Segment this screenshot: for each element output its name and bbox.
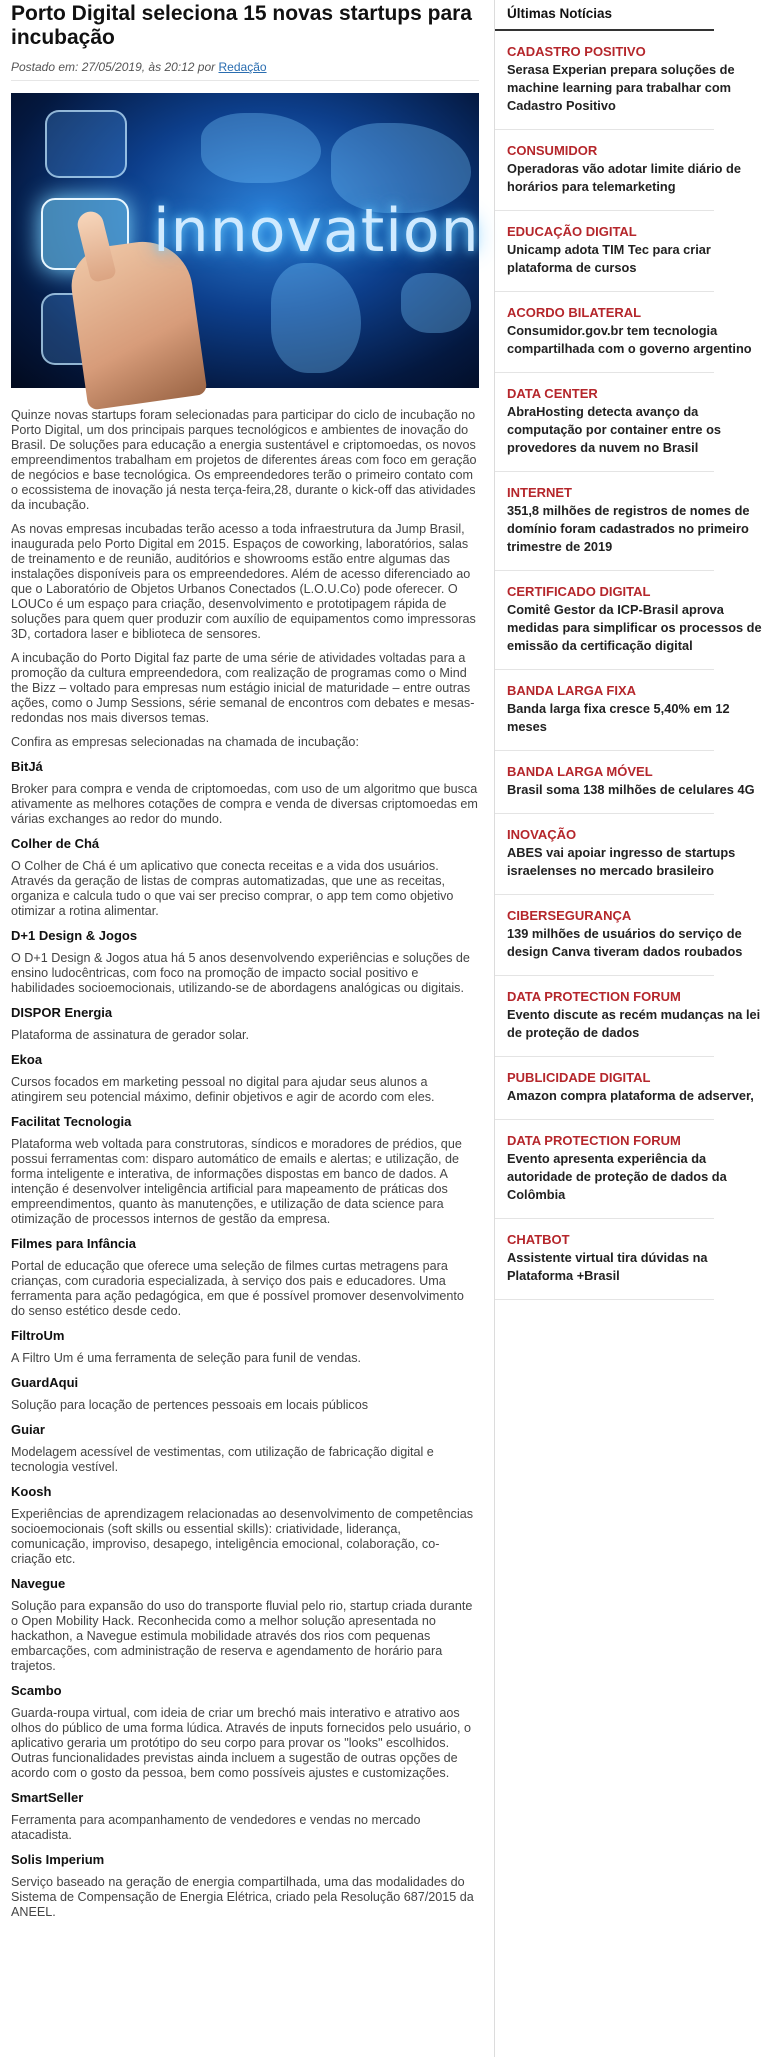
- sidebar-heading: Últimas Notícias: [495, 6, 714, 31]
- startup-name: Colher de Chá: [11, 836, 100, 851]
- news-item[interactable]: [495, 211, 714, 292]
- startup-name: BitJá: [11, 759, 43, 774]
- post-meta: [11, 60, 479, 81]
- startup-name: SmartSeller: [11, 1790, 84, 1805]
- startup-name: Scambo: [11, 1683, 62, 1698]
- news-category[interactable]: PUBLICIDADE DIGITAL: [507, 1070, 651, 1085]
- startup-name: Guiar: [11, 1422, 45, 1437]
- news-item[interactable]: [495, 976, 761, 1057]
- startup-description: Broker para compra e venda de criptomoedas, com uso de um algoritmo que busca ativamente as melhores cotações de compra e venda de diversas criptomoedas em várias exchanges ao redor do mundo.: [11, 782, 478, 826]
- news-item[interactable]: [495, 1219, 714, 1300]
- startup-description: Plataforma web voltada para construtoras, síndicos e moradores de prédios, que possui ferramentas com: disparo automático de emails e alertas; e utilização, de forma inteligente e interativa, de informações dispostas em banco de dados. A intenção é desenvolver inteligência artificial para mapeamento de práticas dos empreendimentos, quanto às manutenções, e utilização de data science para otimização de processos internos de gestão da empresa.: [11, 1137, 462, 1226]
- news-title-link[interactable]: Operadoras vão adotar limite diário de horários para telemarketing: [507, 161, 741, 194]
- article-title: Porto Digital seleciona 15 novas startups para incubação: [11, 2, 472, 49]
- news-item[interactable]: [495, 373, 722, 472]
- startup-name: GuardAqui: [11, 1375, 79, 1390]
- news-title-link[interactable]: Serasa Experian prepara soluções de machine learning para trabalhar com Cadastro Positivo: [507, 62, 735, 113]
- startup-name: DISPOR Energia: [11, 1005, 113, 1020]
- news-title-link[interactable]: 351,8 milhões de registros de nomes de domínio foram cadastrados no primeiro trimestre de 2019: [507, 503, 750, 554]
- startup-name: Koosh: [11, 1484, 52, 1499]
- news-title-link[interactable]: Consumidor.gov.br tem tecnologia compartilhada com o governo argentino: [507, 323, 752, 356]
- startup-description: Plataforma de assinatura de gerador solar.: [11, 1028, 250, 1042]
- news-title-link[interactable]: Banda larga fixa cresce 5,40% em 12 meses: [507, 701, 730, 734]
- startup-description: O Colher de Chá é um aplicativo que conecta receitas e a vida dos usuários. Através da geração de listas de compras automatizadas, que une as receitas, organiza e calcula tudo o que vai ser preciso comprar, o app tem como objetivo otimizar a rotina alimentar.: [11, 859, 454, 918]
- author-link[interactable]: Redação: [218, 60, 267, 74]
- news-title-link[interactable]: Evento discute as recém mudanças na lei de proteção de dados: [507, 1007, 761, 1040]
- map-continent: [201, 113, 321, 183]
- startup-description: Serviço baseado na geração de energia compartilhada, uma das modalidades do Sistema de Compensação de Energia Elétrica, criado pela Resolução 687/2015 da ANEEL.: [11, 1875, 474, 1919]
- news-category[interactable]: DATA PROTECTION FORUM: [507, 989, 681, 1004]
- news-title-link[interactable]: AbraHosting detecta avanço da computação por container entre os provedores da nuvem no Brasil: [507, 404, 722, 455]
- news-title-link[interactable]: Amazon compra plataforma de adserver,: [507, 1088, 754, 1103]
- startup-name: FiltroUm: [11, 1328, 65, 1343]
- news-category[interactable]: CADASTRO POSITIVO: [507, 44, 646, 59]
- news-title-link[interactable]: 139 milhões de usuários do serviço de design Canva tiveram dados roubados: [507, 926, 743, 959]
- news-category[interactable]: ACORDO BILATERAL: [507, 305, 642, 320]
- startup-name: Filmes para Infância: [11, 1236, 136, 1251]
- article: [11, 0, 479, 1929]
- news-list: [495, 31, 762, 1300]
- article-paragraph: Quinze novas startups foram selecionadas para participar do ciclo de incubação no Porto Digital, um dos principais parques tecnológicos e ambientes de inovação do Brasil. De soluções para educação a energia sustentável e criptomoedas, os novos empreendimentos trabalham em projetos de diferentes áreas com foco em geração de negócios e base tecnológica. Os empreendedores terão o primeiro contato com o ecossistema de inovação já nesta terça-feira,28, durante o kick-off das atividades da incubação.: [11, 408, 477, 512]
- news-item[interactable]: [495, 751, 755, 814]
- news-category[interactable]: EDUCAÇÃO DIGITAL: [507, 224, 637, 239]
- news-category[interactable]: INTERNET: [507, 485, 572, 500]
- startup-description: Portal de educação que oferece uma seleção de filmes curtas metragens para crianças, com curadoria especializada, à serviço dos pais e educadores. Uma ferramenta para ação pedagógica, em que é possível promover desenvolvimento do senso estético desde cedo.: [11, 1259, 464, 1318]
- hero-word: innovation: [153, 196, 480, 266]
- news-item[interactable]: [495, 814, 736, 895]
- news-title-link[interactable]: Evento apresenta experiência da autoridade de proteção de dados da Colômbia: [507, 1151, 727, 1202]
- startup-description: Experiências de aprendizagem relacionadas ao desenvolvimento de competências socioemocionais (soft skills ou essential skills): criatividade, liderança, comunicação, improviso, desapego, inteligência emocional, colaboração, co-criação etc.: [11, 1507, 474, 1566]
- news-category[interactable]: DATA PROTECTION FORUM: [507, 1133, 681, 1148]
- startup-description: Cursos focados em marketing pessoal no digital para ajudar seus alunos a atingirem seu potencial máximo, definir objetivos e agir de acordo com eles.: [11, 1075, 435, 1104]
- startup-name: Navegue: [11, 1576, 66, 1591]
- article-paragraph: As novas empresas incubadas terão acesso a toda infraestrutura da Jump Brasil, inaugurada pelo Porto Digital em 2015. Espaços de coworking, laboratórios, salas de treinamento e de reunião, auditórios e showrooms estão entre algumas das instalações disponíveis para os empreendedores. Além de acesso diferenciado ao que o Laboratório de Objetos Urbanos Conectados (L.O.U.Co) pode oferecer. O LOUCo é um espaço para criação, desenvolvimento e prototipagem rápida de soluções para quem quer produzir com auxílio de equipamentos como impressoras 3D, cortadora laser e biblioteca de sensores.: [11, 522, 476, 641]
- news-category[interactable]: CIBERSEGURANÇA: [507, 908, 632, 923]
- news-title-link[interactable]: Unicamp adota TIM Tec para criar plataforma de cursos: [507, 242, 711, 275]
- post-date: Postado em: 27/05/2019, às 20:12 por: [11, 60, 216, 74]
- article-paragraph: Confira as empresas selecionadas na chamada de incubação:: [11, 735, 359, 749]
- map-continent: [271, 263, 361, 373]
- hero-image: [11, 93, 479, 388]
- news-category[interactable]: BANDA LARGA FIXA: [507, 683, 637, 698]
- touch-button-graphic: [45, 110, 127, 178]
- map-continent: [401, 273, 471, 333]
- startup-description: O D+1 Design & Jogos atua há 5 anos desenvolvendo experiências e soluções de ensino ludocêntricas, com foco na promoção de impacto social positivo e habilidades socioemocionais, utilizando-se de abordagens analógicas ou digitais.: [11, 951, 470, 995]
- startup-description: Ferramenta para acompanhamento de vendedores e vendas no mercado atacadista.: [11, 1813, 421, 1842]
- news-item[interactable]: [495, 130, 741, 211]
- news-item[interactable]: [495, 1057, 754, 1120]
- startup-name: Facilitat Tecnologia: [11, 1114, 132, 1129]
- news-title-link[interactable]: ABES vai apoiar ingresso de startups israelenses no mercado brasileiro: [507, 845, 736, 878]
- news-item[interactable]: [495, 571, 762, 670]
- article-paragraph: A incubação do Porto Digital faz parte de uma série de atividades voltadas para a promoção da cultura empreendedora, com realização de programas como o Mind the Bizz – voltado para empresas num estágio inicial de maturidade – entre outras ações, como o Jump Sessions, série semanal de encontros com debates e mesas-redondas nos mais diversos temas.: [11, 651, 475, 725]
- news-category[interactable]: CONSUMIDOR: [507, 143, 598, 158]
- news-title-link[interactable]: Brasil soma 138 milhões de celulares 4G: [507, 782, 755, 797]
- startup-description: A Filtro Um é uma ferramenta de seleção para funil de vendas.: [11, 1351, 362, 1365]
- startup-description: Guarda-roupa virtual, com ideia de criar um brechó mais interativo e atrativo aos olhos do público de uma forma lúdica. Através de inputs fornecidos pelo usuário, o aplicativo geraria um protótipo do seu corpo para provar os "looks" escolhidos. Outras funcionalidades previstas ainda incluem a sugestão de outras opções de acordo com o gosto da pessoa, bem como possíveis ajustes e customizações.: [11, 1706, 471, 1780]
- news-item[interactable]: [495, 670, 730, 751]
- news-category[interactable]: CHATBOT: [507, 1232, 570, 1247]
- news-item[interactable]: [495, 895, 743, 976]
- news-title-link[interactable]: Assistente virtual tira dúvidas na Plataforma +Brasil: [507, 1250, 708, 1283]
- news-item[interactable]: [495, 31, 735, 130]
- news-item[interactable]: [495, 292, 752, 373]
- news-item[interactable]: [495, 1120, 727, 1219]
- startup-name: Solis Imperium: [11, 1852, 105, 1867]
- news-title-link[interactable]: Comitê Gestor da ICP-Brasil aprova medidas para simplificar os processos de emissão da certificação digital: [507, 602, 762, 653]
- startup-description: Solução para locação de pertences pessoais em locais públicos: [11, 1398, 369, 1412]
- startup-name: D+1 Design & Jogos: [11, 928, 138, 943]
- news-item[interactable]: [495, 472, 750, 571]
- news-category[interactable]: DATA CENTER: [507, 386, 598, 401]
- latest-news-sidebar: [494, 0, 762, 2057]
- news-category[interactable]: INOVAÇÃO: [507, 827, 577, 842]
- startup-description: Modelagem acessível de vestimentas, com utilização de fabricação digital e tecnologia vestível.: [11, 1445, 434, 1474]
- news-category[interactable]: CERTIFICADO DIGITAL: [507, 584, 651, 599]
- startup-name: Ekoa: [11, 1052, 43, 1067]
- startup-description: Solução para expansão do uso do transporte fluvial pelo rio, startup criada durante o Open Mobility Hack. Reconhecida como a melhor solução apresentada no hackathon, a Navegue estimula mobilidade através dos rios com pequenas embarcações, com administração de reserva e agendamento de horário para trajetos.: [11, 1599, 473, 1673]
- article-body: [11, 408, 479, 1920]
- news-category[interactable]: BANDA LARGA MÓVEL: [507, 764, 653, 779]
